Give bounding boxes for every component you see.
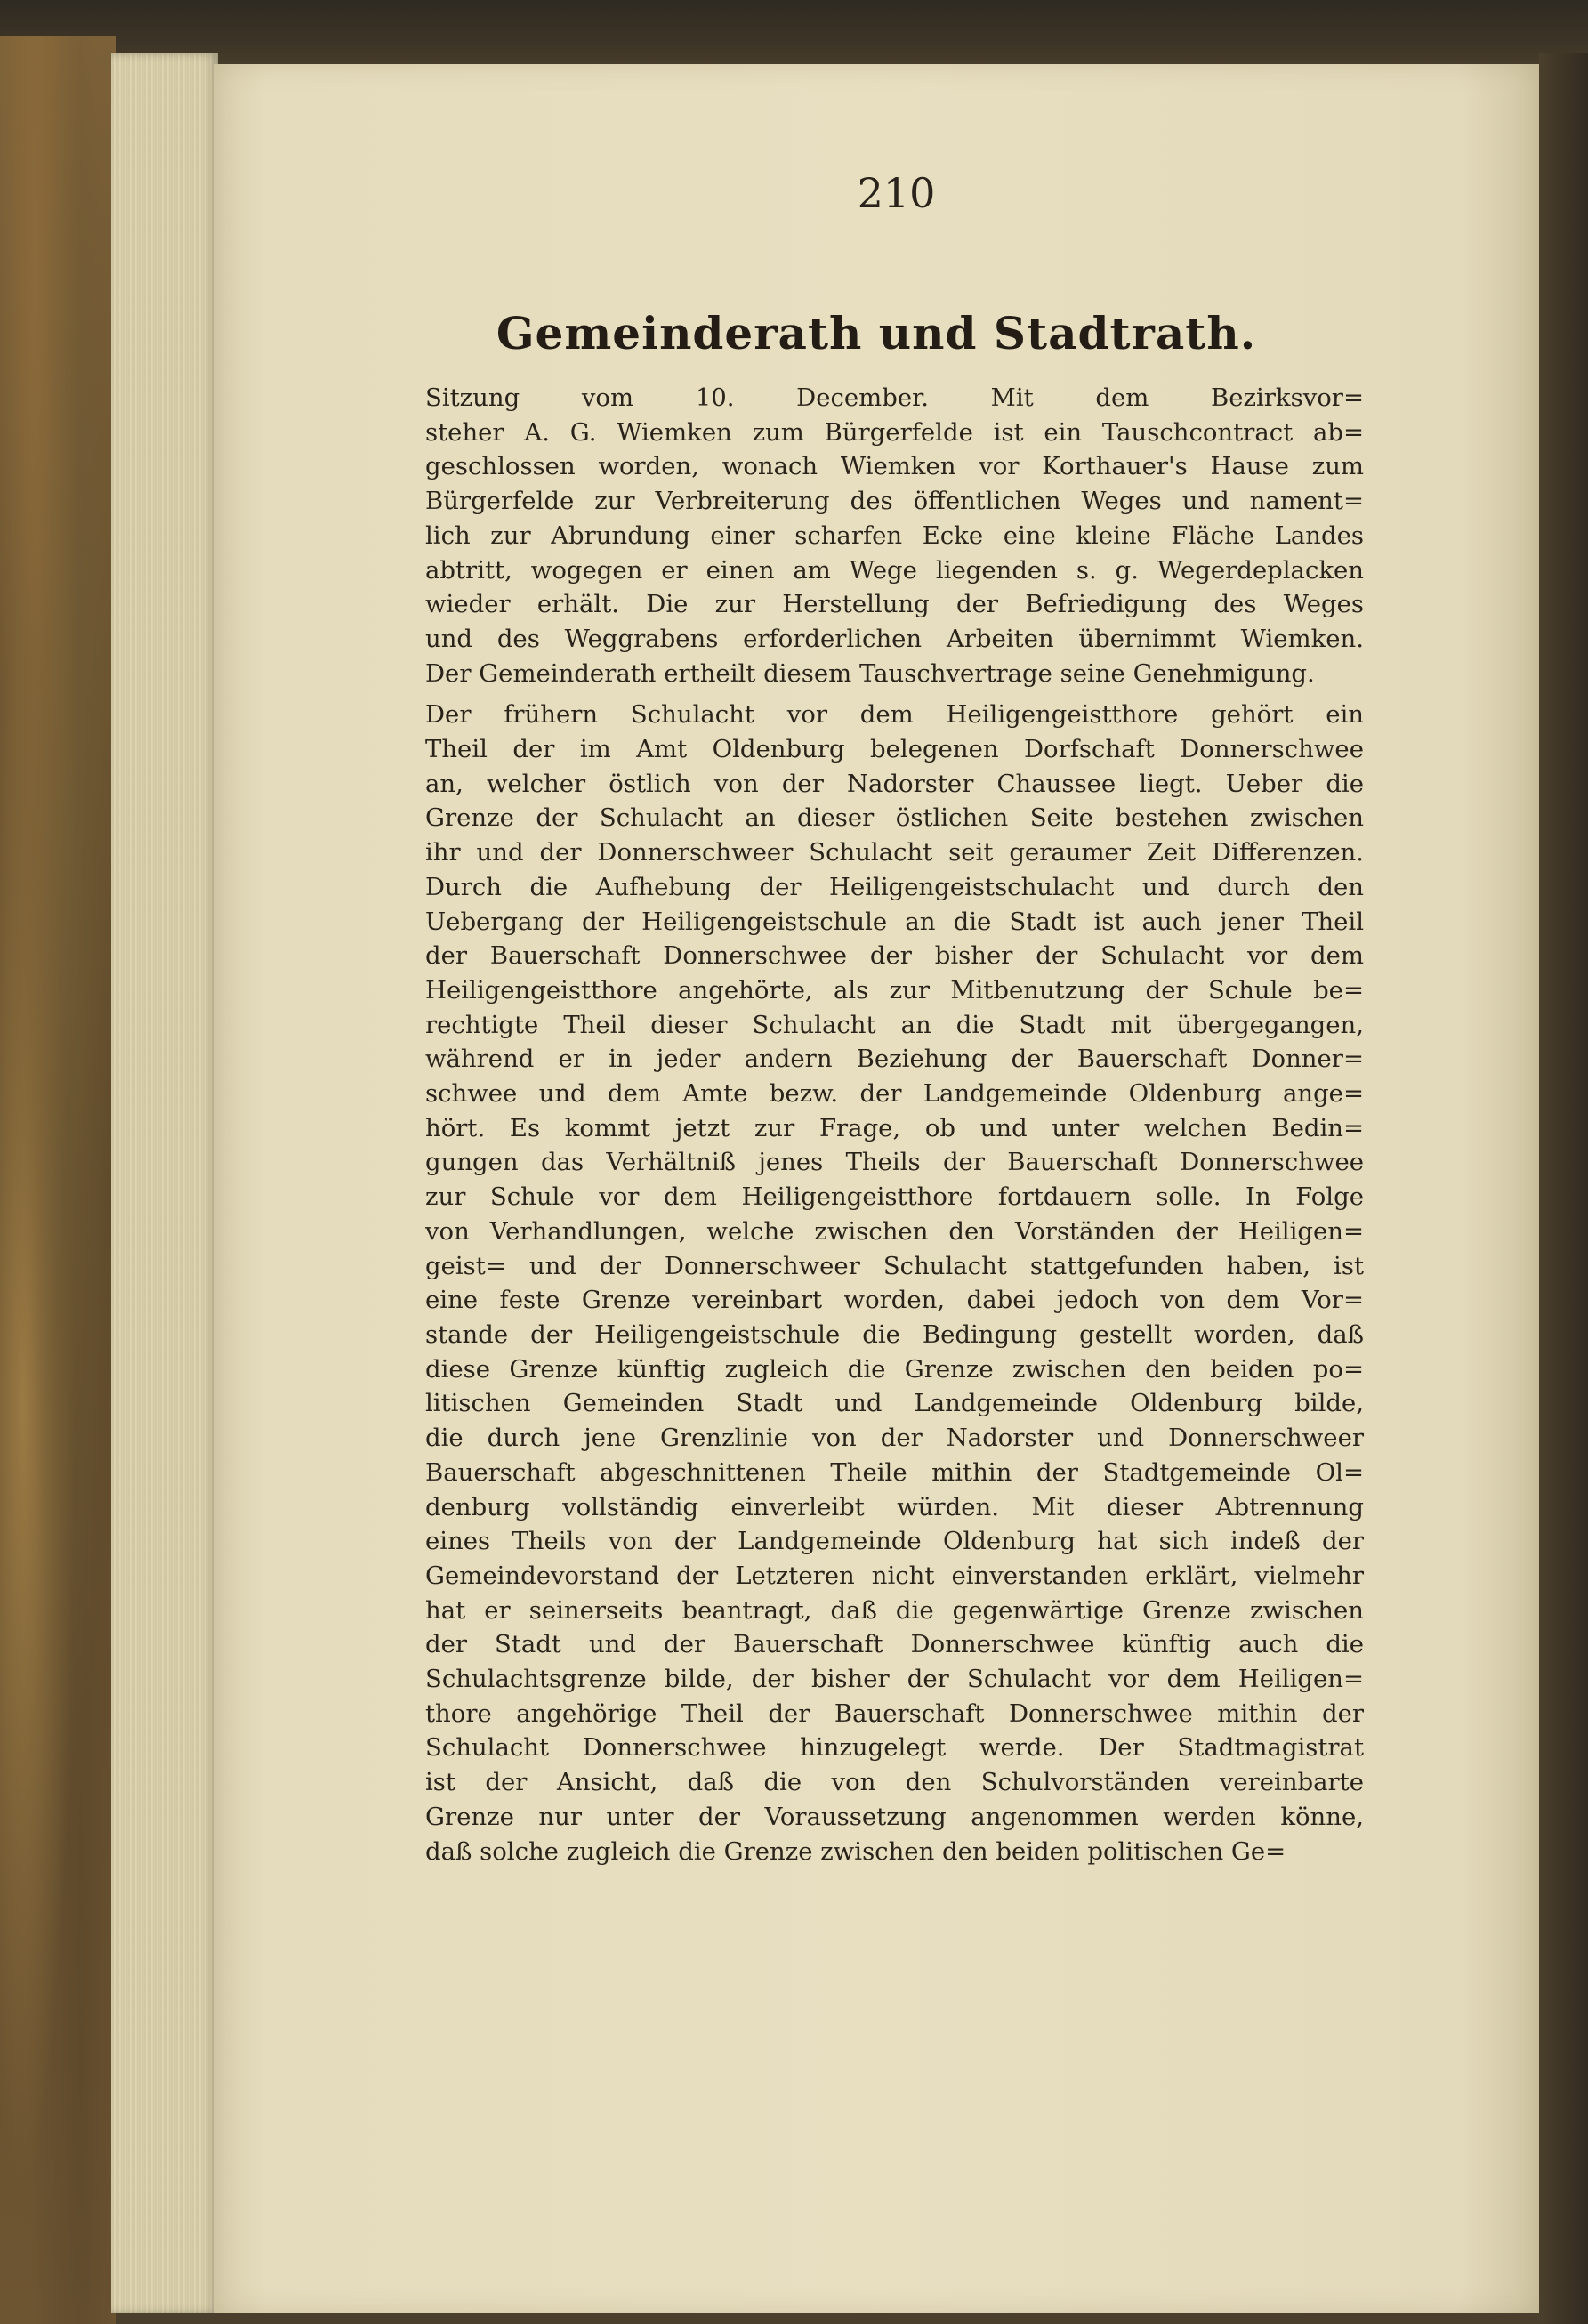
text-line: Uebergang der Heiligengeistschule an die Stadt ist auch jener Theil [425, 907, 1364, 936]
text-line: Grenze der Schulacht an dieser östlichen Seite bestehen zwischen [425, 803, 1364, 833]
text-line: eine feste Grenze vereinbart worden, dabei jedoch von dem Vor= [425, 1286, 1364, 1315]
text-line: ihr und der Donnerschweer Schulacht seit geraumer Zeit Differenzen. [425, 838, 1364, 867]
text-line: Der Gemeinderath ertheilt diesem Tauschvertrage seine Genehmigung. [425, 658, 1315, 688]
text-line: wieder erhält. Die zur Herstellung der Befriedigung des Weges [425, 590, 1364, 619]
text-line: Bauerschaft abgeschnittenen Theile mithin der Stadtgemeinde Ol= [425, 1457, 1364, 1487]
paragraph-1 [425, 381, 1364, 690]
text-line: hört. Es kommt jetzt zur Frage, ob und unter welchen Bedin= [425, 1113, 1364, 1142]
text-line: eines Theils von der Landgemeinde Oldenburg hat sich indeß der [425, 1527, 1364, 1556]
text-line: daß solche zugleich die Grenze zwischen den beiden politischen Ge= [425, 1836, 1286, 1866]
text-line: litischen Gemeinden Stadt und Landgemeinde Oldenburg bilde, [425, 1389, 1364, 1418]
text-line: der Bauerschaft Donnerschwee der bisher der Schulacht vor dem [425, 941, 1364, 971]
text-line: Gemeindevorstand der Letzteren nicht einverstanden erklärt, vielmehr [425, 1561, 1364, 1590]
text-line: schwee und dem Amte bezw. der Landgemeinde Oldenburg ange= [425, 1079, 1364, 1109]
text-line: diese Grenze künftig zugleich die Grenze zwischen den beiden po= [425, 1354, 1364, 1384]
text-line: Theil der im Amt Oldenburg belegenen Dorfschaft Donnerschwee [425, 735, 1364, 764]
text-line: an, welcher östlich von der Nadorster Chaussee liegt. Ueber die [425, 769, 1364, 798]
text-line: die durch jene Grenzlinie von der Nadorster und Donnerschweer [425, 1424, 1364, 1453]
text-line: Heiligengeistthore angehörte, als zur Mitbenutzung der Schule be= [425, 975, 1364, 1005]
text-line: Sitzung vom 10. December. Mit dem Bezirksvor= [425, 383, 1364, 412]
book-board-right [1539, 53, 1588, 2324]
text-line: geist= und der Donnerschweer Schulacht stattgefunden haben, ist [425, 1251, 1364, 1280]
text-line: Schulachtsgrenze bilde, der bisher der Schulacht vor dem Heiligen= [425, 1665, 1364, 1694]
text-line: Grenze nur unter der Voraussetzung angenommen werden könne, [425, 1802, 1364, 1831]
text-line: stande der Heiligengeistschule die Bedingung gestellt worden, daß [425, 1319, 1364, 1349]
section-heading: Gemeinderath und Stadtrath. [496, 307, 1257, 359]
paragraph-2 [425, 698, 1364, 1868]
text-line: thore angehörige Theil der Bauerschaft Donnerschwee mithin der [425, 1699, 1364, 1728]
body-text [425, 381, 1364, 1868]
text-line: während er in jeder andern Beziehung der Bauerschaft Donner= [425, 1045, 1364, 1074]
text-line: gungen das Verhältniß jenes Theils der Bauerschaft Donnerschwee [425, 1148, 1364, 1177]
page-edges [111, 53, 218, 2313]
book-board-top [0, 0, 1588, 71]
text-line: abtritt, wogegen er einen am Wege liegenden s. g. Wegerdeplacken [425, 555, 1364, 585]
text-line: ist der Ansicht, daß die von den Schulvorständen vereinbarte [425, 1768, 1364, 1797]
page-number: 210 [857, 169, 936, 217]
text-line: der Stadt und der Bauerschaft Donnerschwee künftig auch die [425, 1630, 1364, 1659]
text-line: lich zur Abrundung einer scharfen Ecke eine kleine Fläche Landes [425, 520, 1364, 550]
text-line: zur Schule vor dem Heiligengeistthore fortdauern solle. In Folge [425, 1182, 1364, 1212]
text-line: steher A. G. Wiemken zum Bürgerfelde ist ein Tauschcontract ab= [425, 417, 1364, 447]
text-line: Durch die Aufhebung der Heiligengeistschulacht und durch den [425, 872, 1364, 901]
text-line: rechtigte Theil dieser Schulacht an die Stadt mit übergegangen, [425, 1010, 1364, 1039]
text-line: geschlossen worden, wonach Wiemken vor Korthauer's Hause zum [425, 452, 1364, 481]
text-line: Schulacht Donnerschwee hinzugelegt werde. Der Stadtmagistrat [425, 1733, 1364, 1763]
text-line: denburg vollständig einverleibt würden. Mit dieser Abtrennung [425, 1492, 1364, 1521]
marbled-cover [0, 36, 116, 2324]
text-line: hat er seinerseits beantragt, daß die gegenwärtige Grenze zwischen [425, 1595, 1364, 1625]
text-line: von Verhandlungen, welche zwischen den Vorständen der Heiligen= [425, 1216, 1364, 1246]
text-line: Bürgerfelde zur Verbreiterung des öffentlichen Weges und nament= [425, 487, 1364, 516]
text-line: und des Weggrabens erforderlichen Arbeiten übernimmt Wiemken. [425, 624, 1364, 653]
text-line: Der frühern Schulacht vor dem Heiligengeistthore gehört ein [425, 700, 1364, 730]
